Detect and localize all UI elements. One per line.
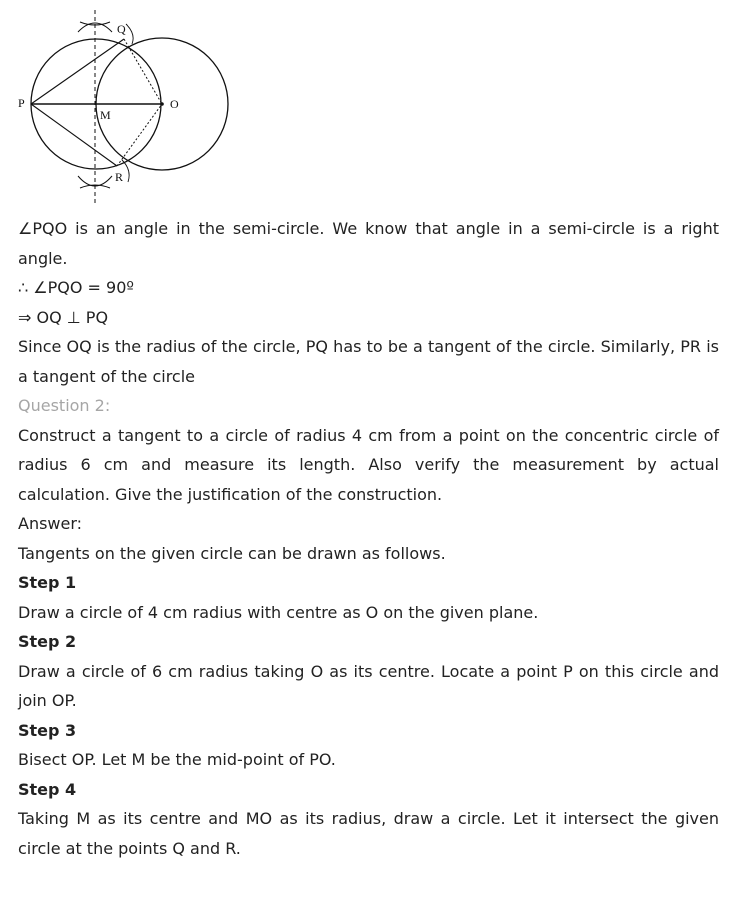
arc-near-q (126, 24, 133, 44)
step-2-body: Draw a circle of 6 cm radius taking O as its centre. Locate a point P on this circle and join OP. (18, 661, 719, 710)
step-3-heading: Step 3 (18, 720, 77, 740)
tangent-pq (31, 39, 124, 104)
equation-angle: ∴ ∠PQO = 90º (18, 278, 134, 297)
point-o (160, 102, 164, 106)
step-3-body: Bisect OP. Let M be the mid-point of PO. (18, 750, 336, 769)
equation-perpendicular: ⇒ OQ ⊥ PQ (18, 307, 109, 327)
question-body: Construct a tangent to a circle of radius 4 cm from a point on the concentric circle of radius 6 cm and measure its length. Also verify the measurement by actual calculation. Give the justification of the construction. (18, 425, 719, 504)
answer-intro: Tangents on the given circle can be drawn as follows. (18, 543, 446, 563)
step-4-body: Taking M as its centre and MO as its radius, draw a circle. Let it intersect the given circle at the points Q and R. (18, 809, 719, 858)
label-p: P (18, 96, 25, 110)
construction-figure (14, 6, 234, 214)
solution-text (18, 214, 719, 863)
step-4-heading: Step 4 (18, 779, 77, 799)
label-q: Q (117, 22, 126, 36)
step-1-body: Draw a circle of 4 cm radius with centre as O on the given plane. (18, 602, 539, 622)
paragraph-semicircle: ∠PQO is an angle in the semi-circle. We know that angle in a semi-circle is a right angle. (18, 219, 719, 268)
construction-diagram (14, 6, 234, 214)
answer-label: Answer: (18, 514, 83, 533)
label-r: R (115, 170, 124, 184)
label-o: O (170, 97, 179, 111)
label-m: M (100, 108, 111, 122)
step-2-heading: Step 2 (18, 632, 77, 651)
radius-or (117, 104, 162, 166)
step-1-heading: Step 1 (18, 573, 77, 592)
paragraph-tangent-conclusion: Since OQ is the radius of the circle, PQ has to be a tangent of the circle. Similarly, PR is a tangent of the circle (18, 337, 719, 386)
question-heading: Question 2: (18, 396, 111, 415)
